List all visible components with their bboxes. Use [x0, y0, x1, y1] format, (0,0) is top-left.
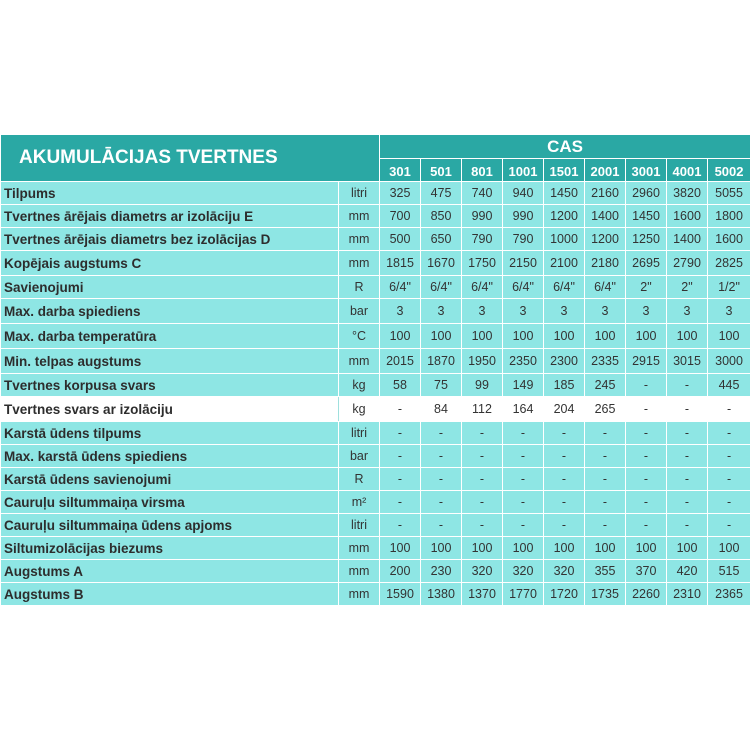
value-cell: - — [380, 422, 421, 445]
table-row — [1, 445, 750, 468]
value-cell: 1720 — [544, 583, 585, 606]
table-row — [1, 514, 750, 537]
value-cell: 100 — [462, 324, 503, 349]
table-row — [1, 276, 750, 299]
row-label: Max. karstā ūdens spiediens — [1, 445, 339, 468]
value-cell: 100 — [585, 324, 626, 349]
value-cell: 3 — [585, 299, 626, 324]
value-cell: 6/4" — [421, 276, 462, 299]
value-cell: - — [503, 468, 544, 491]
model-header: 2001 — [585, 159, 626, 182]
table-row — [1, 182, 750, 205]
row-unit: litri — [339, 422, 380, 445]
series-header: CAS — [380, 135, 750, 159]
value-cell: - — [626, 514, 667, 537]
value-cell: 185 — [544, 374, 585, 397]
value-cell: 740 — [462, 182, 503, 205]
value-cell: 1590 — [380, 583, 421, 606]
row-unit: bar — [339, 445, 380, 468]
value-cell: - — [462, 468, 503, 491]
value-cell: 100 — [421, 537, 462, 560]
row-unit: mm — [339, 583, 380, 606]
row-unit: litri — [339, 514, 380, 537]
value-cell: - — [585, 514, 626, 537]
row-label: Tvertnes ārējais diametrs ar izolāciju E — [1, 205, 339, 228]
value-cell: 3820 — [667, 182, 708, 205]
value-cell: 2180 — [585, 251, 626, 276]
value-cell: 1600 — [667, 205, 708, 228]
value-cell: - — [585, 491, 626, 514]
value-cell: 3000 — [708, 349, 750, 374]
value-cell: 149 — [503, 374, 544, 397]
value-cell: 2695 — [626, 251, 667, 276]
value-cell: - — [421, 422, 462, 445]
value-cell: 100 — [544, 537, 585, 560]
value-cell: 500 — [380, 228, 421, 251]
value-cell: 100 — [708, 537, 750, 560]
value-cell: 3 — [708, 299, 750, 324]
value-cell: - — [503, 491, 544, 514]
value-cell: 1800 — [708, 205, 750, 228]
value-cell: 1380 — [421, 583, 462, 606]
row-unit: mm — [339, 560, 380, 583]
value-cell: - — [462, 491, 503, 514]
value-cell: 1250 — [626, 228, 667, 251]
row-label: Savienojumi — [1, 276, 339, 299]
table-row — [1, 251, 750, 276]
value-cell: 204 — [544, 397, 585, 422]
value-cell: 2310 — [667, 583, 708, 606]
value-cell: 265 — [585, 397, 626, 422]
model-header: 1501 — [544, 159, 585, 182]
value-cell: 700 — [380, 205, 421, 228]
value-cell: 2160 — [585, 182, 626, 205]
value-cell: 5055 — [708, 182, 750, 205]
value-cell: 100 — [626, 324, 667, 349]
table-row — [1, 491, 750, 514]
value-cell: 2960 — [626, 182, 667, 205]
value-cell: - — [708, 491, 750, 514]
row-label: Max. darba temperatūra — [1, 324, 339, 349]
table-row — [1, 228, 750, 251]
value-cell: - — [503, 445, 544, 468]
table-row — [1, 349, 750, 374]
value-cell: - — [667, 445, 708, 468]
table-body — [1, 182, 750, 606]
value-cell: - — [503, 422, 544, 445]
row-label: Kopējais augstums C — [1, 251, 339, 276]
value-cell: - — [421, 514, 462, 537]
row-label: Tvertnes korpusa svars — [1, 374, 339, 397]
value-cell: 3 — [667, 299, 708, 324]
value-cell: 2" — [626, 276, 667, 299]
model-header: 5002 — [708, 159, 750, 182]
row-label: Augstums A — [1, 560, 339, 583]
value-cell: 1450 — [544, 182, 585, 205]
row-label: Max. darba spiediens — [1, 299, 339, 324]
value-cell: - — [380, 491, 421, 514]
value-cell: - — [544, 445, 585, 468]
value-cell: 3 — [421, 299, 462, 324]
value-cell: 320 — [503, 560, 544, 583]
table-row — [1, 324, 750, 349]
value-cell: 515 — [708, 560, 750, 583]
value-cell: - — [708, 514, 750, 537]
value-cell: 2335 — [585, 349, 626, 374]
value-cell: 650 — [421, 228, 462, 251]
value-cell: 475 — [421, 182, 462, 205]
value-cell: 2300 — [544, 349, 585, 374]
value-cell: 2350 — [503, 349, 544, 374]
value-cell: 100 — [380, 537, 421, 560]
value-cell: - — [667, 468, 708, 491]
row-unit: R — [339, 276, 380, 299]
model-header: 301 — [380, 159, 421, 182]
model-header: 501 — [421, 159, 462, 182]
value-cell: 320 — [462, 560, 503, 583]
value-cell: 2100 — [544, 251, 585, 276]
row-unit: °C — [339, 324, 380, 349]
table-row — [1, 468, 750, 491]
row-label: Karstā ūdens savienojumi — [1, 468, 339, 491]
value-cell: 230 — [421, 560, 462, 583]
value-cell: 245 — [585, 374, 626, 397]
value-cell: - — [708, 397, 750, 422]
value-cell: 940 — [503, 182, 544, 205]
value-cell: 75 — [421, 374, 462, 397]
value-cell: 100 — [380, 324, 421, 349]
row-unit: kg — [339, 397, 380, 422]
value-cell: 2915 — [626, 349, 667, 374]
value-cell: - — [544, 422, 585, 445]
table-row — [1, 583, 750, 606]
value-cell: 1815 — [380, 251, 421, 276]
value-cell: 6/4" — [544, 276, 585, 299]
value-cell: - — [421, 491, 462, 514]
value-cell: - — [380, 397, 421, 422]
value-cell: 100 — [421, 324, 462, 349]
value-cell: - — [585, 445, 626, 468]
row-unit: m² — [339, 491, 380, 514]
value-cell: 6/4" — [503, 276, 544, 299]
value-cell: 2790 — [667, 251, 708, 276]
value-cell: 3 — [626, 299, 667, 324]
value-cell: - — [462, 422, 503, 445]
value-cell: 1750 — [462, 251, 503, 276]
value-cell: 3 — [380, 299, 421, 324]
value-cell: - — [380, 445, 421, 468]
value-cell: 6/4" — [585, 276, 626, 299]
spec-table — [0, 134, 750, 606]
value-cell: 850 — [421, 205, 462, 228]
value-cell: 445 — [708, 374, 750, 397]
value-cell: 6/4" — [380, 276, 421, 299]
value-cell: - — [667, 491, 708, 514]
model-header: 1001 — [503, 159, 544, 182]
value-cell: - — [462, 445, 503, 468]
value-cell: 1400 — [585, 205, 626, 228]
spec-table-container — [0, 134, 750, 606]
value-cell: - — [421, 468, 462, 491]
value-cell: - — [626, 445, 667, 468]
row-label: Min. telpas augstums — [1, 349, 339, 374]
value-cell: 112 — [462, 397, 503, 422]
value-cell: 164 — [503, 397, 544, 422]
table-row — [1, 422, 750, 445]
row-unit: mm — [339, 349, 380, 374]
value-cell: - — [626, 468, 667, 491]
value-cell: - — [544, 468, 585, 491]
value-cell: 1735 — [585, 583, 626, 606]
value-cell: - — [708, 445, 750, 468]
row-label: Tvertnes svars ar izolāciju — [1, 397, 339, 422]
value-cell: 84 — [421, 397, 462, 422]
value-cell: 2365 — [708, 583, 750, 606]
value-cell: 790 — [503, 228, 544, 251]
value-cell: 325 — [380, 182, 421, 205]
row-unit: mm — [339, 537, 380, 560]
value-cell: 100 — [503, 324, 544, 349]
value-cell: 1450 — [626, 205, 667, 228]
value-cell: - — [380, 514, 421, 537]
value-cell: 420 — [667, 560, 708, 583]
value-cell: 100 — [626, 537, 667, 560]
row-label: Cauruļu siltummaiņa ūdens apjoms — [1, 514, 339, 537]
row-label: Cauruļu siltummaiņa virsma — [1, 491, 339, 514]
model-header: 4001 — [667, 159, 708, 182]
value-cell: - — [667, 397, 708, 422]
value-cell: 99 — [462, 374, 503, 397]
value-cell: 1670 — [421, 251, 462, 276]
row-unit: mm — [339, 228, 380, 251]
row-unit: mm — [339, 205, 380, 228]
value-cell: 6/4" — [462, 276, 503, 299]
value-cell: - — [708, 468, 750, 491]
value-cell: - — [667, 422, 708, 445]
value-cell: 100 — [667, 324, 708, 349]
row-label: Siltumizolācijas biezums — [1, 537, 339, 560]
table-row — [1, 560, 750, 583]
value-cell: - — [544, 491, 585, 514]
value-cell: - — [585, 468, 626, 491]
value-cell: - — [462, 514, 503, 537]
row-label: Tvertnes ārējais diametrs bez izolācijas D — [1, 228, 339, 251]
row-label: Karstā ūdens tilpums — [1, 422, 339, 445]
value-cell: 3 — [544, 299, 585, 324]
value-cell: 58 — [380, 374, 421, 397]
value-cell: 1870 — [421, 349, 462, 374]
value-cell: - — [708, 422, 750, 445]
value-cell: - — [544, 514, 585, 537]
row-unit: litri — [339, 182, 380, 205]
value-cell: 100 — [708, 324, 750, 349]
value-cell: 1600 — [708, 228, 750, 251]
value-cell: 100 — [585, 537, 626, 560]
row-unit: bar — [339, 299, 380, 324]
value-cell: 355 — [585, 560, 626, 583]
table-row — [1, 537, 750, 560]
value-cell: - — [626, 397, 667, 422]
value-cell: - — [503, 514, 544, 537]
value-cell: 1000 — [544, 228, 585, 251]
row-label: Tilpums — [1, 182, 339, 205]
row-unit: R — [339, 468, 380, 491]
value-cell: 990 — [503, 205, 544, 228]
value-cell: 1200 — [585, 228, 626, 251]
value-cell: 3015 — [667, 349, 708, 374]
value-cell: 1/2" — [708, 276, 750, 299]
value-cell: 100 — [503, 537, 544, 560]
value-cell: 2015 — [380, 349, 421, 374]
value-cell: - — [585, 422, 626, 445]
value-cell: 100 — [544, 324, 585, 349]
value-cell: 370 — [626, 560, 667, 583]
value-cell: 2260 — [626, 583, 667, 606]
row-label: Augstums B — [1, 583, 339, 606]
value-cell: - — [380, 468, 421, 491]
table-title: AKUMULĀCIJAS TVERTNES — [1, 135, 380, 182]
value-cell: 2150 — [503, 251, 544, 276]
row-unit: mm — [339, 251, 380, 276]
table-row — [1, 374, 750, 397]
value-cell: 1200 — [544, 205, 585, 228]
value-cell: 3 — [503, 299, 544, 324]
value-cell: - — [626, 491, 667, 514]
value-cell: 3 — [462, 299, 503, 324]
value-cell: 1770 — [503, 583, 544, 606]
value-cell: - — [667, 374, 708, 397]
value-cell: 2825 — [708, 251, 750, 276]
value-cell: - — [626, 374, 667, 397]
value-cell: 2" — [667, 276, 708, 299]
value-cell: - — [626, 422, 667, 445]
value-cell: - — [667, 514, 708, 537]
value-cell: 1370 — [462, 583, 503, 606]
table-row — [1, 397, 750, 422]
model-header: 3001 — [626, 159, 667, 182]
value-cell: - — [421, 445, 462, 468]
value-cell: 790 — [462, 228, 503, 251]
table-row — [1, 299, 750, 324]
value-cell: 100 — [462, 537, 503, 560]
value-cell: 990 — [462, 205, 503, 228]
model-header: 801 — [462, 159, 503, 182]
table-row — [1, 205, 750, 228]
value-cell: 1950 — [462, 349, 503, 374]
value-cell: 200 — [380, 560, 421, 583]
value-cell: 1400 — [667, 228, 708, 251]
row-unit: kg — [339, 374, 380, 397]
value-cell: 320 — [544, 560, 585, 583]
value-cell: 100 — [667, 537, 708, 560]
